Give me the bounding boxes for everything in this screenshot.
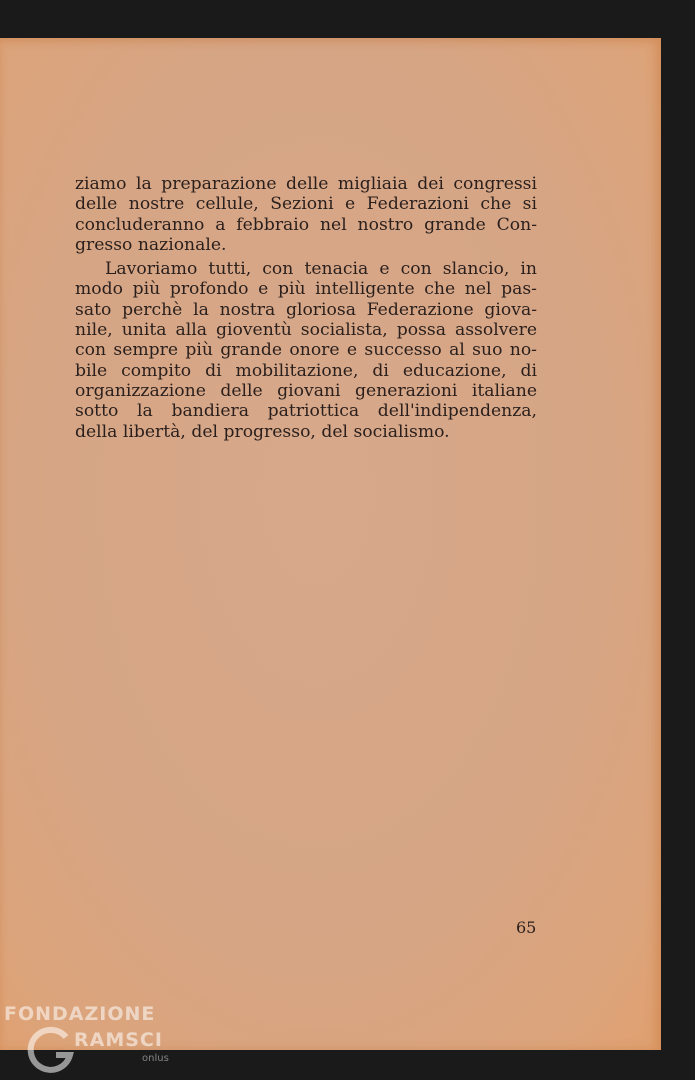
- gramsci-g-logo-icon: [26, 1025, 78, 1077]
- text-line: della libertà, del progresso, del socialismo.: [75, 421, 450, 442]
- page-number: 65: [516, 918, 537, 937]
- text-line: bile compito di mobilitazione, di educazione, di: [75, 360, 537, 381]
- text-line: ziamo la preparazione delle migliaia dei congressi: [75, 174, 537, 194]
- book-page: [0, 38, 661, 1050]
- text-line: modo più profondo e più intelligente che nel pas-: [75, 279, 537, 300]
- paragraph-2: [75, 259, 537, 442]
- text-line: organizzazione delle giovani generazioni italiane: [75, 380, 537, 401]
- text-line: gresso nazionale.: [75, 234, 227, 255]
- text-line: con sempre più grande onore e successo al suo no-: [75, 340, 537, 361]
- body-text: [75, 174, 537, 442]
- text-line: delle nostre cellule, Sezioni e Federazioni che si: [75, 194, 537, 215]
- text-line: sotto la bandiera patriottica dell'indipendenza,: [75, 401, 537, 422]
- paragraph-1: [75, 174, 537, 255]
- text-line: nile, unita alla gioventù socialista, possa assolvere: [75, 320, 537, 341]
- fondazione-gramsci-watermark: [4, 1003, 184, 1078]
- watermark-suffix: onlus: [142, 1053, 169, 1064]
- watermark-line-2: RAMSCI: [74, 1029, 163, 1051]
- text-line: sato perchè la nostra gloriosa Federazione giova-: [75, 299, 537, 320]
- watermark-line-1: FONDAZIONE: [4, 1003, 156, 1025]
- text-line: concluderanno a febbraio nel nostro grande Con-: [75, 214, 537, 235]
- text-line: Lavoriamo tutti, con tenacia e con slancio, in: [105, 259, 537, 280]
